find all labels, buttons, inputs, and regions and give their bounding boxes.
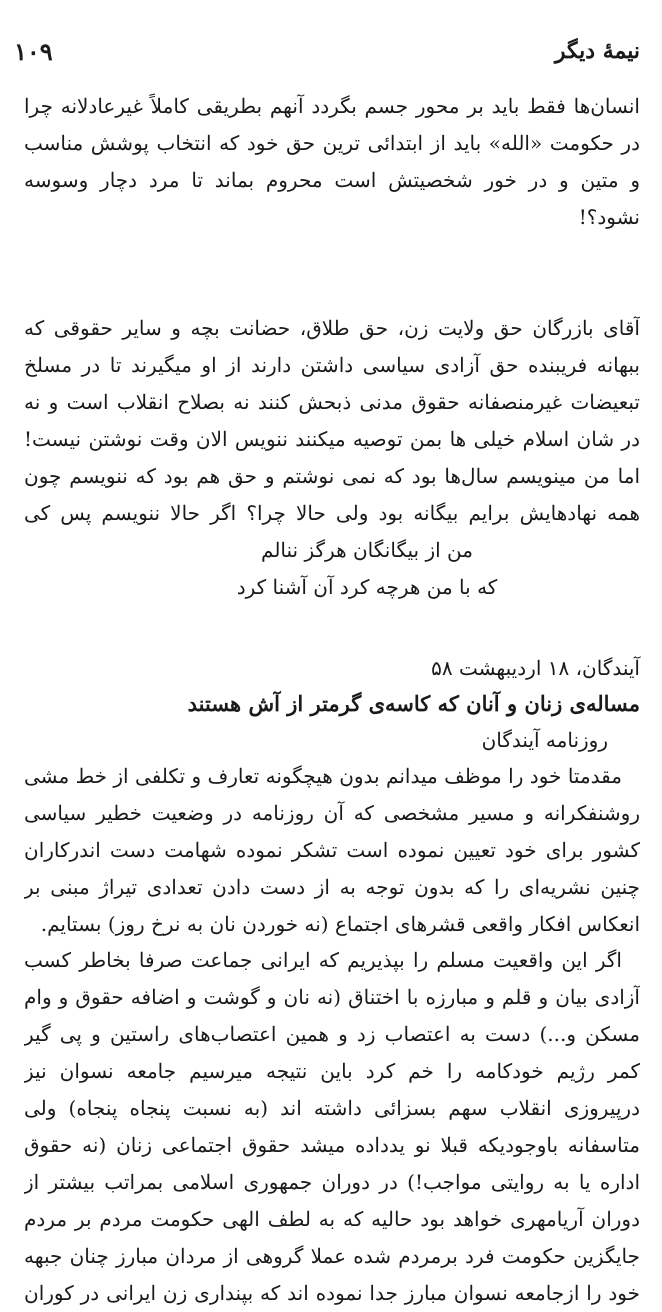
- poem-line-1: من از بیگانگان هرگز ننالم: [261, 538, 473, 562]
- article-source: روزنامه آیندگان: [481, 728, 608, 752]
- page-number: ۱۰۹: [14, 36, 53, 66]
- article-title: مساله‌ی زنان و آنان که کاسه‌ی گرمتر از آش هستند: [187, 691, 640, 716]
- body-paragraph-2: آقای بازرگان حق ولایت زن، حق طلاق، حضانت بچه و سایر حقوقی که ببهانه فریبنده حق آزادی سیاسی داشتن دارند از او میگیرند تا در مسلخ تبعیضات غیرمنصفانه حقوق مدنی ذبحش کنند نه بصلاح انقلاب است و نه در شان اسلام خیلی ها بمن توصیه میکنند ننویس الان وقت نوشتن نیست! اما من مینویسم سال‌ها بود که نمی نوشتم و حق هم بود که ننویسم چون همه نهادهایش برایم بیگانه بود ولی حالا چرا؟ اگر حالا ننویسم پس کی: [24, 316, 640, 525]
- page-header: [14, 34, 640, 68]
- section-gap: [24, 606, 640, 650]
- poem: [94, 532, 640, 606]
- article-paragraph-2: اگر این واقعیت مسلم را بپذیریم که ایرانی جماعت صرفا بخاطر کسب آزادی بیان و قلم و مبارزه با اختناق (نه نان و گوشت و اضافه حقوق و وام مسکن و...) دست به اعتصاب زد و همین اعتصاب‌های راستین و پی گیر کمر رژیم خودکامه را خم کرد باین نتیجه میرسیم جامعه نسوان نیز درپیروزی انقلاب سهم بسزائی داشته اند (به نسبت پنجاه پنجاه) ولی متاسفانه باوجودیکه قبلا نو یدداده میشد حقوق اجتماعی زنان (نه حقوق اداره یا به روایتی مواجب!) در دوران جمهوری اسلامی بمراتب بیشتر از دوران آریامهری خواهد بود حالیه که به لطف الهی حکومت مردم بر مردم جایگزین حکومت فرد برمردم شده عملا گروهی از مردان مبارز چنان جبهه خود را ازجامعه نسوان مبارز جدا نموده اند که بپنداری زن ایرانی در کوران: [24, 948, 640, 1305]
- poem-line-2: که با من هرچه کرد آن آشنا کرد: [236, 575, 498, 599]
- page-content: [24, 88, 640, 1312]
- article-paragraph-1: مقدمتا خود را موظف میدانم بدون هیچگونه تعارف و تکلفی از خط مشی روشنفکرانه و مسیر مشخصی که آن روزنامه در وضعیت خطیر سیاسی کشور برای خود تعیین نموده است تشکر نموده شهامت دست اندرکاران چنین نشریه‌ای را که بدون توجه به از دست دادن تعدادی تیراژ مبنی بر انعکاس افکار واقعی قشرهای اجتماع (نه خوردن نان به نرخ روز) بستایم.: [24, 764, 640, 936]
- article-dateline: آیندگان، ۱۸ اردیبهشت ۵۸: [431, 656, 640, 680]
- running-title: نیمهٔ دیگر: [554, 38, 640, 64]
- body-paragraph-1: انسان‌ها فقط باید بر محور جسم بگردد آنهم بطریقی کاملاً غیرعادلانه چرا در حکومت «الله» باید از ابتدائی ترین حق خود که انتخاب پوشش مناسب و متین و در خور شخصیتش است محروم بماند تا مرد دچار وسوسه نشود؟!: [24, 94, 640, 229]
